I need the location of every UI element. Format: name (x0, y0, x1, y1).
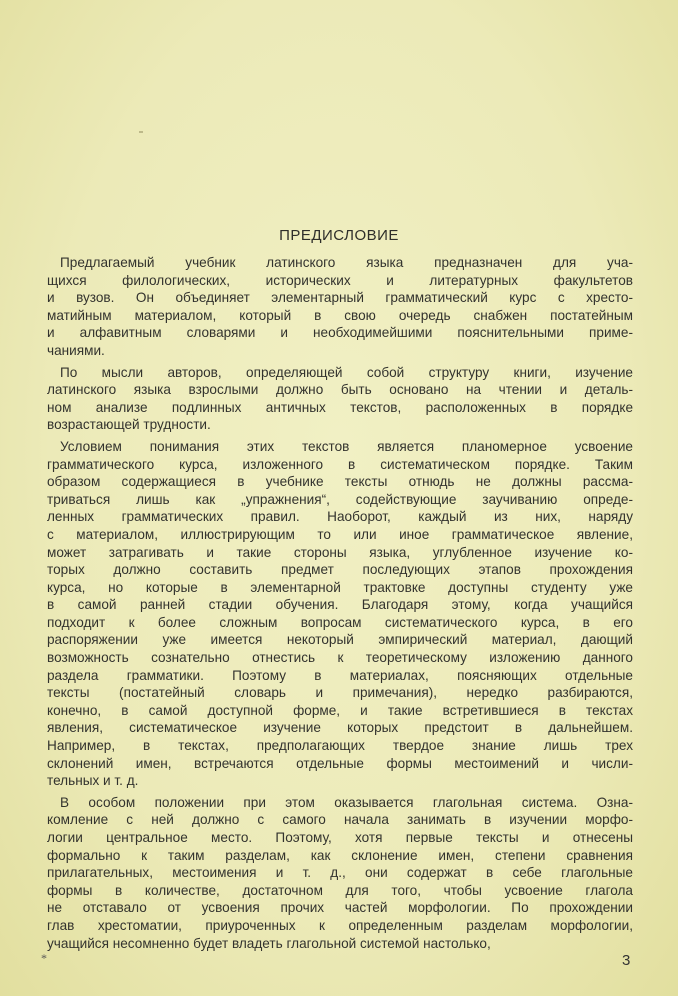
text-line: учащийся несомненно будет владеть глагольной системой настолько, (47, 935, 491, 951)
paragraph (47, 794, 633, 952)
text-line: латинского языка взрослыми должно быть основано на чтении и деталь- (47, 382, 633, 398)
text-line: конечно, в самой доступной форме, и такие встретившиеся в текстах (47, 702, 633, 718)
text-line: может затрагивать и такие стороны языка, углубленное изучение ко- (47, 544, 633, 560)
text-line: ленных грамматических правил. Наоборот, каждый из них, наряду (47, 509, 633, 525)
text-line: По мысли авторов, определяющей собой структуру книги, изучение (60, 364, 633, 380)
text-line: в самой ранней стадии обучения. Благодаря этому, когда учащийся (47, 597, 633, 613)
text-line: склонений имен, встречаются отдельные формы местоимений и числи- (47, 755, 633, 771)
body-text (47, 254, 633, 956)
text-line: ном анализе подлинных античных текстов, расположенных в порядке (47, 399, 633, 415)
page-title: ПРЕДИСЛОВИЕ (279, 227, 399, 244)
text-line: и вузов. Он объединяет элементарный грамматический курс с хресто- (47, 290, 633, 306)
text-line: тельных и т. д. (47, 773, 139, 789)
paragraph (47, 364, 633, 434)
text-line: курса, но которые в элементарной трактовке доступны студенту уже (47, 579, 633, 595)
text-line: возможность сознательно отнестись к теоретическому изложению данного (47, 650, 633, 666)
paragraph (47, 438, 633, 790)
text-line: распоряжении уже имеется некоторый эмпирический материал, дающий (47, 632, 633, 648)
text-line: грамматического курса, изложенного в систематическом порядке. Таким (47, 456, 633, 472)
text-line: триваться лишь как „упражнения“, содействующие заучиванию опреде- (47, 491, 633, 507)
text-line: не отставало от усвоения прочих частей морфологии. По прохождении (47, 900, 633, 916)
text-line: щихся филологических, исторических и литературных факультетов (47, 272, 633, 288)
text-line: формально к таким разделам, как склонение имен, степени сравнения (47, 847, 633, 863)
text-line: логии центральное место. Поэтому, хотя первые тексты и отнесены (47, 830, 633, 845)
text-line: с материалом, иллюстрирующим то или иное грамматическое явление, (47, 526, 633, 542)
text-line: и алфавитным словарями и необходимейшими пояснительными приме- (47, 325, 633, 341)
text-line: прилагательных, местоимения и т. д., они содержат в себе глагольные (47, 865, 633, 881)
text-line: В особом положении при этом оказывается глагольная система. Озна- (60, 794, 633, 810)
text-line: подходит к более сложным вопросам систематического курса, в его (47, 614, 633, 630)
text-line: торых должно составить предмет последующих этапов прохождения (47, 562, 633, 578)
text-line: глав хрестоматии, приуроченных к определенным разделам морфологии, (47, 917, 633, 933)
footnote-mark: * (41, 951, 47, 965)
text-line: матийным материалом, который в свою очередь снабжен постатейным (47, 307, 633, 323)
page-number: 3 (622, 952, 631, 969)
text-line: Условием понимания этих текстов является планомерное усвоение (60, 438, 633, 454)
text-line: раздела грамматики. Поэтому в материалах, поясняющих отдельные (47, 667, 633, 683)
text-line: явления, систематическое изучение которых предстоит в дальнейшем. (47, 720, 633, 736)
text-line: возрастающей трудности. (47, 417, 211, 433)
text-line: формы в количестве, достаточном для того, чтобы усвоение глагола (47, 882, 633, 898)
text-line: Предлагаемый учебник латинского языка предназначен для уча- (60, 255, 633, 270)
text-line: тексты (постатейный словарь и примечания), нередко разбираются, (47, 685, 633, 701)
text-line: чаниями. (47, 342, 105, 358)
text-line: образом содержащиеся в учебнике тексты отнюдь не должны рассма- (47, 474, 633, 490)
paragraph (47, 254, 633, 360)
text-line: Например, в текстах, предполагающих твердое знание лишь трех (47, 738, 633, 754)
scan-speck (139, 131, 143, 133)
text-line: комление с ней должно с самого начала занимать в изучении морфо- (47, 812, 633, 828)
